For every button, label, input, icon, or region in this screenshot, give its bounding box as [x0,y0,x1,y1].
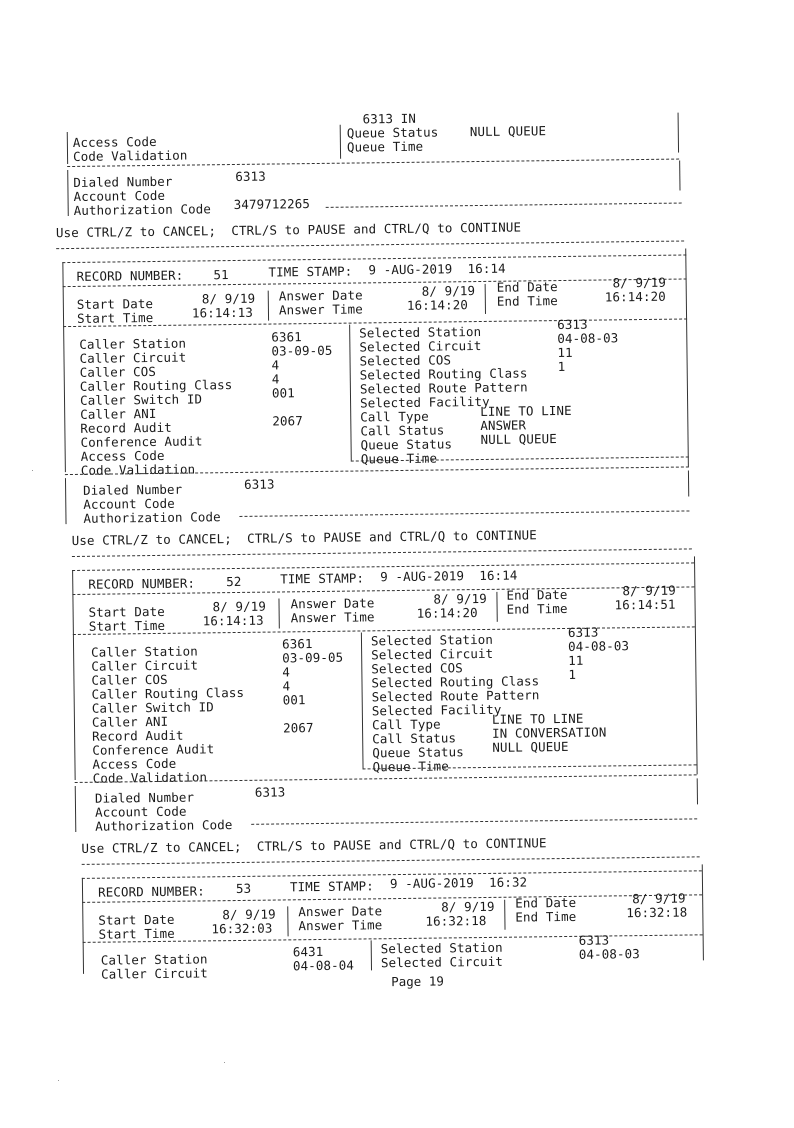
answer-time-value: 16:14:20 [406,297,468,313]
time-stamp-value: 9 -AUG-2019 16:14 [368,260,506,278]
start-time-label: Start Time [76,309,154,326]
start-date-value: 8/ 9/19 [212,598,267,615]
queue-line-top: 6313 IN [362,110,417,127]
authorization-code-value: 3479712265 [233,196,310,213]
authorization-code-label: Authorization Code [95,817,233,834]
column-divider [485,284,486,314]
selected-station-value: 6313 [578,932,610,948]
selected-routing-class-label: Selected Routing Class [371,673,540,691]
selected-station-label: Selected Station [359,323,482,341]
access-code-label: Access Code [72,133,157,150]
caller-switch-id-value: 001 [282,692,306,708]
caller-station-value: 6431 [292,943,324,960]
caller-switch-id-label: Caller Switch ID [79,391,203,408]
column-divider [361,632,364,768]
caller-circuit-value: 03-09-05 [271,342,333,359]
call-status-label: Call Status [372,730,457,747]
caller-routing-class-value: 4 [271,371,280,387]
start-date-value: 8/ 9/19 [222,906,276,923]
dashed-rule [56,241,684,250]
selected-cos-label: Selected COS [359,352,452,369]
column-divider [371,940,372,970]
caller-station-label: Caller Station [91,643,198,660]
record-audit-value: 2067 [282,720,314,736]
start-date-value: 8/ 9/19 [201,290,256,307]
box-border [75,786,77,832]
selected-circuit-value: 04-08-03 [557,330,619,347]
start-time-label: Start Time [88,617,166,634]
column-divider [268,291,269,321]
account-code-label: Account Code [83,495,175,512]
queue-time-label: Queue Time [346,138,424,155]
code-validation-label: Code Validation [80,461,196,478]
call-status-value: IN CONVERSATION [492,724,607,741]
start-date-label: Start Date [76,295,154,312]
access-code-label: Access Code [92,755,177,772]
continue-prompt: Use CTRL/Z to CANCEL; CTRL/S to PAUSE and CTRL/Q to CONTINUE [81,835,547,856]
end-date-value: 8/ 9/19 [612,274,667,291]
box-border [679,161,680,191]
column-divider [278,598,279,628]
caller-station-value: 6361 [281,636,313,652]
time-stamp-label: TIME STAMP: [280,570,365,587]
caller-cos-label: Caller COS [79,363,157,380]
record-number-label: RECORD NUMBER: [97,883,205,900]
caller-switch-id-label: Caller Switch ID [91,699,214,716]
column-divider [349,325,352,461]
box-border [62,262,66,472]
queue-status-label: Queue Status [372,744,464,761]
column-divider [287,906,288,936]
selected-routing-class-label: Selected Routing Class [359,365,528,383]
dialed-number-value: 6313 [243,476,275,492]
queue-status-label: Queue Status [360,436,453,453]
answer-date-value: 8/ 9/19 [421,283,476,299]
selected-cos-value: 11 [568,652,584,668]
record-number-label: RECORD NUMBER: [76,267,184,284]
selected-facility-label: Selected Facility [359,393,490,411]
access-code-label: Access Code [80,447,165,464]
selected-route-pattern-label: Selected Route Pattern [359,379,528,397]
caller-circuit-label: Caller Circuit [79,349,187,366]
caller-cos-value: 4 [271,357,280,373]
end-date-value: 8/ 9/19 [632,890,686,907]
authorization-code-label: Authorization Code [83,509,221,526]
code-validation-label: Code Validation [72,147,188,164]
caller-routing-class-value: 4 [282,678,291,694]
caller-cos-value: 4 [282,664,291,680]
column-divider [504,900,505,930]
box-border [702,864,704,960]
conference-audit-label: Conference Audit [80,433,203,450]
queue-status-value: NULL QUEUE [469,123,547,140]
dashed-rule [251,818,697,824]
record-number-value: 52 [226,573,242,590]
queue-time-label: Queue Time [372,758,449,775]
selected-circuit-value: 04-08-03 [567,638,630,654]
answer-date-value: 8/ 9/19 [441,898,495,915]
start-time-label: Start Time [98,925,175,942]
end-date-value: 8/ 9/19 [622,582,676,599]
call-type-label: Call Type [360,408,429,425]
answer-time-value: 16:14:20 [416,605,478,621]
page-number: Page 19 [391,973,444,990]
record-number-value: 53 [235,880,252,897]
selected-cos-value: 11 [557,344,573,361]
caller-circuit-value: 04-08-04 [292,957,355,974]
column-divider [340,125,341,159]
end-date-label: End Date [506,586,568,603]
selected-circuit-label: Selected Circuit [380,953,504,971]
selected-facility-label: Selected Facility [371,701,502,719]
dialed-number-label: Dialed Number [73,173,173,190]
conference-audit-label: Conference Audit [92,741,215,758]
caller-ani-label: Caller ANI [80,405,157,422]
caller-station-label: Caller Station [100,951,208,968]
selected-cos-label: Selected COS [371,660,463,677]
caller-switch-id-value: 001 [271,385,295,401]
dashed-rule [326,203,682,208]
end-date-label: End Date [515,894,577,911]
queue-time-label: Queue Time [360,450,438,467]
scan-speck [224,1062,225,1063]
selected-circuit-label: Selected Circuit [371,645,494,663]
dialed-number-label: Dialed Number [94,789,195,806]
answer-date-value: 8/ 9/19 [433,590,487,607]
box-border [67,170,69,216]
dialed-number-label: Dialed Number [83,481,183,498]
caller-circuit-label: Caller Circuit [100,965,208,982]
column-divider [496,592,497,622]
answer-time-label: Answer Time [278,301,363,318]
box-border [694,556,698,774]
caller-circuit-label: Caller Circuit [91,657,199,674]
answer-date-label: Answer Date [290,595,375,612]
start-time-value: 16:14:13 [191,304,254,321]
answer-date-label: Answer Date [298,903,383,920]
caller-ani-label: Caller ANI [91,713,169,730]
time-stamp-value: 9 -AUG-2019 16:32 [389,874,528,892]
end-time-label: End Time [515,908,577,925]
answer-date-label: Answer Date [278,287,363,304]
answer-time-label: Answer Time [290,609,375,626]
selected-station-value: 6313 [567,624,599,640]
caller-station-value: 6361 [271,329,302,345]
end-time-value: 16:14:20 [604,288,666,305]
box-border [697,778,698,804]
scan-speck [32,470,33,471]
end-time-label: End Time [496,293,558,309]
start-date-label: Start Date [88,603,165,620]
dialed-number-value: 6313 [235,168,266,184]
box-border [82,878,84,974]
selected-station-label: Selected Station [370,631,494,649]
queue-status-value: NULL QUEUE [492,738,569,755]
dashed-rule [82,856,700,865]
time-stamp-value: 9 -AUG-2019 16:14 [380,567,518,585]
caller-station-label: Caller Station [79,335,187,352]
code-validation-label: Code Validation [92,769,208,786]
caller-routing-class-label: Caller Routing Class [79,377,233,394]
end-date-label: End Date [496,279,558,295]
record-audit-label: Record Audit [80,419,172,436]
record-audit-value: 2067 [272,413,303,429]
record-audit-label: Record Audit [92,727,184,744]
selected-circuit-label: Selected Circuit [359,337,482,355]
box-border [678,113,679,153]
call-type-label: Call Type [371,716,441,733]
account-code-label: Account Code [94,803,187,820]
time-stamp-label: TIME STAMP: [289,878,374,895]
queue-status-value: NULL QUEUE [480,431,557,448]
answer-time-value: 16:32:18 [425,912,487,929]
dashed-rule [239,510,689,516]
scan-speck [58,1080,59,1081]
box-border [72,570,76,780]
start-time-value: 16:32:03 [211,920,273,937]
caller-routing-class-label: Caller Routing Class [91,684,245,702]
selected-routing-class-value: 1 [557,358,566,375]
box-border [67,132,68,164]
call-type-value: LINE TO LINE [491,710,584,727]
dialed-number-value: 6313 [254,784,286,800]
end-time-label: End Time [506,600,568,617]
selected-circuit-value: 04-08-03 [578,946,640,962]
end-time-value: 16:14:51 [614,596,676,613]
caller-circuit-value: 03-09-05 [282,649,344,666]
end-time-value: 16:32:18 [626,904,688,921]
continue-prompt: Use CTRL/Z to CANCEL; CTRL/S to PAUSE and CTRL/Q to CONTINUE [55,219,522,241]
authorization-code-label: Authorization Code [73,201,212,218]
dashed-rule [72,548,692,557]
record-number-value: 51 [213,267,229,283]
selected-station-label: Selected Station [380,939,503,957]
call-status-label: Call Status [360,422,445,439]
account-code-label: Account Code [73,187,166,204]
start-time-value: 16:14:13 [202,612,264,629]
queue-status-label: Queue Status [346,124,439,141]
record-number-label: RECORD NUMBER: [88,575,196,592]
continue-prompt: Use CTRL/Z to CANCEL; CTRL/S to PAUSE and CTRL/Q to CONTINUE [71,527,537,549]
box-border [685,248,689,466]
answer-time-label: Answer Time [298,917,383,934]
box-border [688,470,689,496]
start-date-label: Start Date [98,911,175,928]
call-type-value: LINE TO LINE [480,402,572,420]
time-stamp-label: TIME STAMP: [268,263,353,280]
selected-routing-class-value: 1 [568,666,577,682]
caller-cos-label: Caller COS [91,671,168,688]
selected-route-pattern-label: Selected Route Pattern [371,687,540,705]
call-status-value: ANSWER [480,417,527,434]
selected-station-value: 6313 [557,316,588,333]
box-border [65,478,67,524]
